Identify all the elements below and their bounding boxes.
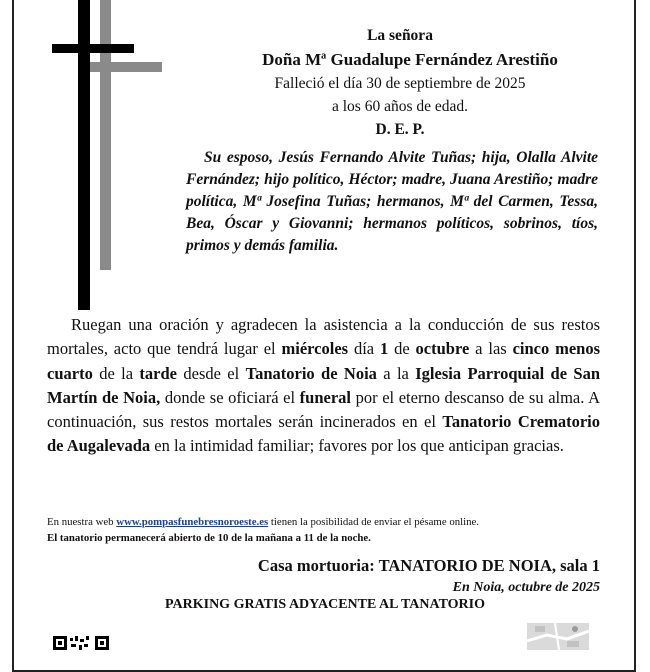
place-date: En Noia, octubre de 2025: [452, 580, 600, 595]
age: a los 60 años de edad.: [331, 98, 469, 115]
deceased-name: Doña Mª Guadalupe Fernández Arestiño: [262, 50, 558, 69]
death-date: Falleció el día 30 de septiembre de 2025: [274, 75, 526, 92]
dep: D. E. P.: [375, 121, 425, 138]
church-location: Iglesia Parroquial de San Martín de Noia,: [47, 363, 600, 407]
qr-code-icon[interactable]: [53, 636, 109, 650]
body-text: en la intimidad familiar; favores por los que anticipan gracias.: [150, 436, 564, 456]
ceremony-day: 1: [379, 339, 389, 359]
web-note-suffix: tienen la posibilidad de enviar el pésame online.: [268, 516, 480, 528]
deceased-header: [180, 24, 620, 141]
body-text: día: [348, 339, 380, 359]
honorific: La señora: [367, 27, 433, 44]
web-note: [47, 515, 479, 529]
family-list: Su esposo, Jesús Fernando Alvite Tuñas; hija, Olalla Alvite Fernández; hijo político, Héctor; madre, Juana Arestiño; madre política, Mª Josefina Tuñas; hermanos, Mª del Carmen, Tessa, Bea, Óscar y Giovanni; hermanos políticos, sobrinos, tíos, primos y demás familia.: [186, 149, 598, 254]
body-text: por el eterno descanso de su alma. A continuación, sus restos mortales serán incinerados en el: [47, 387, 600, 432]
parking-note: PARKING GRATIS ADYACENTE AL TANATORIO: [165, 597, 485, 612]
body-text: de: [388, 339, 416, 359]
web-note-prefix: En nuestra web: [47, 516, 117, 528]
body-text: Ruegan una oración y agradecen la asistencia a la conducción de sus restos mortales, acto que tendrá lugar el: [47, 315, 600, 359]
opening-hours: El tanatorio permanecerá abierto de 10 de la mañana a 11 de la noche.: [47, 532, 371, 544]
ceremony-paragraph: [47, 313, 600, 459]
crematorium-location: Tanatorio Crematorio de Augalevada: [47, 412, 600, 456]
origin-location: Tanatorio de Noia: [245, 363, 377, 383]
ceremony-weekday: miércoles: [281, 339, 349, 359]
ceremony-time: cinco menos cuarto: [47, 339, 601, 383]
body-text: donde se oficiará el: [160, 387, 300, 407]
body-text: desde el: [177, 363, 246, 383]
map-thumbnail-icon[interactable]: [527, 623, 589, 650]
funeral-word: funeral: [299, 387, 351, 407]
cross-icon: [52, 0, 162, 310]
body-text: a la: [376, 363, 416, 383]
website-link[interactable]: www.pompasfunebresnoroeste.es: [116, 516, 269, 528]
body-text: a las: [469, 339, 513, 359]
body-text: de la: [92, 363, 140, 383]
ceremony-month: octubre: [415, 339, 470, 359]
funeral-home: Casa mortuoria: TANATORIO DE NOIA, sala 1: [257, 556, 600, 575]
ceremony-part-of-day: tarde: [139, 363, 177, 383]
